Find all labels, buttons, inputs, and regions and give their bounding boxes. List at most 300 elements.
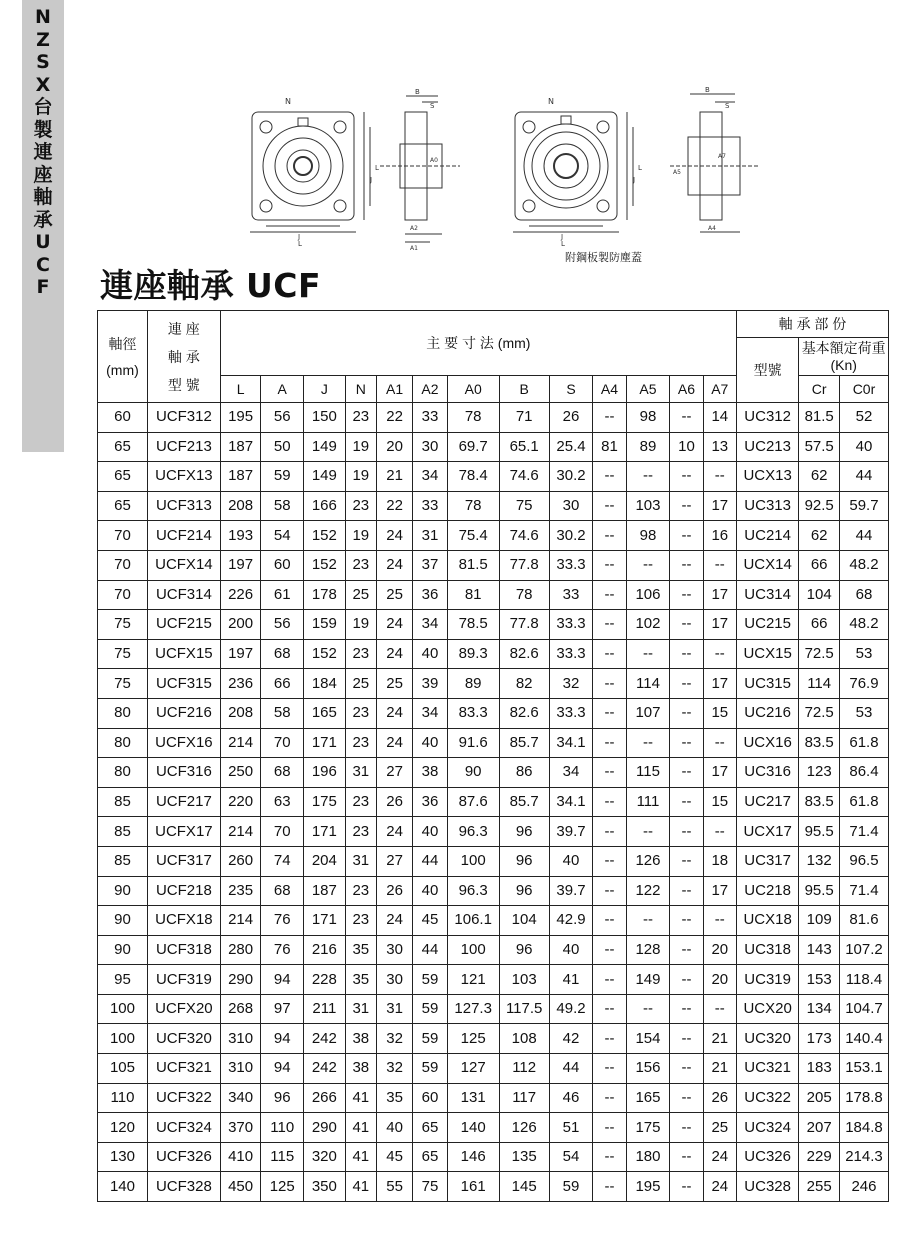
cell-a1: 30 (376, 965, 412, 995)
cell-unit-model: UCF216 (147, 698, 220, 728)
cell-bearing-model: UC320 (736, 1024, 798, 1054)
cell-l: 187 (220, 432, 261, 462)
cell-unit-model: UCF213 (147, 432, 220, 462)
cell-l: 197 (220, 639, 261, 669)
cell-a6: -- (670, 462, 703, 492)
cell-j: 178 (304, 580, 346, 610)
cell-a1: 31 (376, 994, 412, 1024)
cell-cr: 81.5 (799, 403, 840, 433)
cell-a6: -- (670, 1024, 703, 1054)
header-col-a2: A2 (413, 376, 447, 403)
cell-a4: -- (593, 1142, 626, 1172)
cell-s: 34.1 (549, 728, 593, 758)
cell-b: 71 (499, 403, 549, 433)
cell-a4: 81 (593, 432, 626, 462)
cell-a: 96 (261, 1083, 304, 1113)
cell-a7: 17 (703, 610, 736, 640)
cell-a6: -- (670, 965, 703, 995)
cell-a6: -- (670, 846, 703, 876)
cell-a7: -- (703, 639, 736, 669)
header-main-dims: 主 要 寸 法 (mm) (220, 311, 736, 376)
cell-a0: 125 (447, 1024, 499, 1054)
cell-bearing-model: UC318 (736, 935, 798, 965)
cell-b: 96 (499, 935, 549, 965)
cell-a5: -- (626, 462, 670, 492)
cell-s: 33.3 (549, 610, 593, 640)
cell-shaft-dia: 75 (98, 669, 148, 699)
cell-s: 39.7 (549, 817, 593, 847)
cell-cr: 72.5 (799, 639, 840, 669)
cell-cr: 114 (799, 669, 840, 699)
cell-a4: -- (593, 1054, 626, 1084)
table-row (98, 817, 889, 847)
table-row (98, 787, 889, 817)
cell-cr: 229 (799, 1142, 840, 1172)
cell-a: 115 (261, 1142, 304, 1172)
cell-bearing-model: UC315 (736, 669, 798, 699)
cell-l: 197 (220, 550, 261, 580)
cell-a: 110 (261, 1113, 304, 1143)
cell-shaft-dia: 80 (98, 698, 148, 728)
cell-b: 77.8 (499, 550, 549, 580)
cell-c0r: 86.4 (839, 758, 888, 788)
header-shaft-dia-a: 軸徑 (108, 335, 137, 352)
cell-l: 187 (220, 462, 261, 492)
cell-unit-model: UCFX17 (147, 817, 220, 847)
page-title: 連座軸承 UCF (100, 266, 322, 305)
cell-a7: 24 (703, 1142, 736, 1172)
cell-a7: 21 (703, 1024, 736, 1054)
cell-a6: -- (670, 639, 703, 669)
cell-unit-model: UCFX18 (147, 906, 220, 936)
cell-a2: 59 (413, 965, 447, 995)
cell-j: 171 (304, 728, 346, 758)
cell-a2: 38 (413, 758, 447, 788)
cell-b: 96 (499, 876, 549, 906)
cell-unit-model: UCF314 (147, 580, 220, 610)
cell-s: 42.9 (549, 906, 593, 936)
cell-a: 76 (261, 906, 304, 936)
cell-a7: 17 (703, 669, 736, 699)
cell-b: 117 (499, 1083, 549, 1113)
cell-n: 41 (345, 1142, 376, 1172)
cell-s: 32 (549, 669, 593, 699)
cell-a0: 87.6 (447, 787, 499, 817)
cell-cr: 183 (799, 1054, 840, 1084)
cell-a6: -- (670, 698, 703, 728)
cell-unit-model: UCFX15 (147, 639, 220, 669)
cell-a2: 34 (413, 698, 447, 728)
cell-a5: -- (626, 639, 670, 669)
cell-b: 74.6 (499, 521, 549, 551)
cell-l: 220 (220, 787, 261, 817)
cell-a2: 44 (413, 935, 447, 965)
cell-c0r: 96.5 (839, 846, 888, 876)
cell-b: 78 (499, 580, 549, 610)
cell-j: 150 (304, 403, 346, 433)
cell-a4: -- (593, 462, 626, 492)
front-view-2 (513, 112, 636, 232)
cell-a5: 103 (626, 491, 670, 521)
cell-l: 200 (220, 610, 261, 640)
cell-a: 74 (261, 846, 304, 876)
cell-a1: 21 (376, 462, 412, 492)
cell-a: 97 (261, 994, 304, 1024)
cell-s: 25.4 (549, 432, 593, 462)
cell-s: 33 (549, 580, 593, 610)
cell-cr: 173 (799, 1024, 840, 1054)
cell-j: 204 (304, 846, 346, 876)
table-row (98, 491, 889, 521)
cell-s: 33.3 (549, 639, 593, 669)
cell-a6: -- (670, 935, 703, 965)
cell-a2: 59 (413, 1024, 447, 1054)
cell-c0r: 52 (839, 403, 888, 433)
cell-a6: -- (670, 758, 703, 788)
cell-cr: 62 (799, 462, 840, 492)
cell-a7: -- (703, 906, 736, 936)
cell-a: 58 (261, 491, 304, 521)
cell-c0r: 44 (839, 521, 888, 551)
cell-s: 40 (549, 846, 593, 876)
bearing-drawings-svg (230, 82, 770, 272)
cell-a4: -- (593, 728, 626, 758)
cell-a7: 20 (703, 965, 736, 995)
cell-s: 40 (549, 935, 593, 965)
cell-l: 410 (220, 1142, 261, 1172)
cell-l: 214 (220, 728, 261, 758)
cell-a: 68 (261, 758, 304, 788)
cell-unit-model: UCF324 (147, 1113, 220, 1143)
cell-a: 125 (261, 1172, 304, 1202)
cell-a1: 22 (376, 403, 412, 433)
cell-n: 23 (345, 817, 376, 847)
spec-table-body (98, 403, 889, 1202)
technical-drawings (230, 82, 770, 272)
header-load-rating-a: 基本額定荷重 (801, 339, 886, 356)
cell-a1: 40 (376, 1113, 412, 1143)
cell-shaft-dia: 70 (98, 521, 148, 551)
cell-l: 310 (220, 1024, 261, 1054)
cell-a5: 180 (626, 1142, 670, 1172)
cell-a0: 91.6 (447, 728, 499, 758)
cell-a7: 24 (703, 1172, 736, 1202)
cell-a6: 10 (670, 432, 703, 462)
cell-bearing-model: UC314 (736, 580, 798, 610)
header-col-a5: A5 (626, 376, 670, 403)
cell-l: 340 (220, 1083, 261, 1113)
cell-n: 19 (345, 432, 376, 462)
cell-a4: -- (593, 935, 626, 965)
cell-l: 280 (220, 935, 261, 965)
cell-a5: 195 (626, 1172, 670, 1202)
header-col-c0r: C0r (839, 376, 888, 403)
cell-a: 70 (261, 817, 304, 847)
cell-bearing-model: UC321 (736, 1054, 798, 1084)
cell-j: 196 (304, 758, 346, 788)
cell-shaft-dia: 75 (98, 610, 148, 640)
cell-c0r: 178.8 (839, 1083, 888, 1113)
cell-a4: -- (593, 580, 626, 610)
cell-b: 82.6 (499, 639, 549, 669)
cell-a6: -- (670, 906, 703, 936)
cell-a0: 78.4 (447, 462, 499, 492)
cell-n: 41 (345, 1083, 376, 1113)
header-col-n: N (345, 376, 376, 403)
cell-a6: -- (670, 787, 703, 817)
cell-a5: -- (626, 906, 670, 936)
header-unit (147, 311, 220, 403)
label-l-2b: L (561, 240, 565, 248)
label-a5-2: A5 (673, 169, 681, 176)
cell-l: 268 (220, 994, 261, 1024)
label-a7-2: A7 (718, 153, 726, 160)
label-j-2b: J (561, 233, 564, 241)
cell-cr: 83.5 (799, 787, 840, 817)
cell-unit-model: UCF319 (147, 965, 220, 995)
cell-b: 135 (499, 1142, 549, 1172)
cell-s: 26 (549, 403, 593, 433)
cell-s: 41 (549, 965, 593, 995)
cell-a5: 102 (626, 610, 670, 640)
cell-bearing-model: UC322 (736, 1083, 798, 1113)
cell-a6: -- (670, 728, 703, 758)
cell-n: 23 (345, 787, 376, 817)
cell-a4: -- (593, 698, 626, 728)
cell-cr: 66 (799, 610, 840, 640)
cell-b: 75 (499, 491, 549, 521)
cell-unit-model: UCF326 (147, 1142, 220, 1172)
cell-bearing-model: UC328 (736, 1172, 798, 1202)
cell-bearing-model: UC213 (736, 432, 798, 462)
cell-j: 187 (304, 876, 346, 906)
cell-n: 31 (345, 758, 376, 788)
cell-b: 108 (499, 1024, 549, 1054)
cell-shaft-dia: 90 (98, 906, 148, 936)
cell-a5: -- (626, 817, 670, 847)
cell-n: 23 (345, 906, 376, 936)
table-row (98, 669, 889, 699)
cell-cr: 83.5 (799, 728, 840, 758)
cell-a: 56 (261, 403, 304, 433)
cell-j: 290 (304, 1113, 346, 1143)
cell-a4: -- (593, 1083, 626, 1113)
cell-a0: 96.3 (447, 817, 499, 847)
cell-n: 23 (345, 876, 376, 906)
cell-j: 175 (304, 787, 346, 817)
cell-j: 228 (304, 965, 346, 995)
cell-j: 216 (304, 935, 346, 965)
cell-j: 152 (304, 639, 346, 669)
cell-a1: 24 (376, 698, 412, 728)
cell-n: 35 (345, 935, 376, 965)
cell-j: 320 (304, 1142, 346, 1172)
cell-a0: 131 (447, 1083, 499, 1113)
cell-a4: -- (593, 876, 626, 906)
cell-a1: 24 (376, 550, 412, 580)
cell-a: 59 (261, 462, 304, 492)
cell-a: 56 (261, 610, 304, 640)
cell-j: 171 (304, 906, 346, 936)
cell-c0r: 104.7 (839, 994, 888, 1024)
cell-bearing-model: UCX20 (736, 994, 798, 1024)
cell-a1: 25 (376, 580, 412, 610)
cell-shaft-dia: 120 (98, 1113, 148, 1143)
cell-bearing-model: UC218 (736, 876, 798, 906)
cell-cr: 104 (799, 580, 840, 610)
cell-a4: -- (593, 669, 626, 699)
label-b-1: B (415, 88, 420, 96)
cell-a0: 89 (447, 669, 499, 699)
cell-n: 23 (345, 550, 376, 580)
cell-a0: 106.1 (447, 906, 499, 936)
cell-bearing-model: UC216 (736, 698, 798, 728)
cell-n: 25 (345, 669, 376, 699)
header-col-a6: A6 (670, 376, 703, 403)
header-col-a4: A4 (593, 376, 626, 403)
spec-table (97, 310, 889, 1202)
cell-a2: 33 (413, 403, 447, 433)
cell-cr: 132 (799, 846, 840, 876)
cell-a7: 18 (703, 846, 736, 876)
cell-a4: -- (593, 994, 626, 1024)
cell-a4: -- (593, 817, 626, 847)
cell-n: 23 (345, 728, 376, 758)
cell-a: 61 (261, 580, 304, 610)
cell-b: 85.7 (499, 728, 549, 758)
cell-a5: 156 (626, 1054, 670, 1084)
cell-a0: 121 (447, 965, 499, 995)
cell-a4: -- (593, 491, 626, 521)
cell-a2: 60 (413, 1083, 447, 1113)
cell-a2: 37 (413, 550, 447, 580)
table-row (98, 610, 889, 640)
cell-c0r: 246 (839, 1172, 888, 1202)
cell-shaft-dia: 85 (98, 846, 148, 876)
cell-bearing-model: UC313 (736, 491, 798, 521)
cell-b: 65.1 (499, 432, 549, 462)
cell-a7: -- (703, 817, 736, 847)
cell-shaft-dia: 65 (98, 432, 148, 462)
cell-cr: 134 (799, 994, 840, 1024)
label-j-1b: J (298, 233, 301, 241)
cell-l: 226 (220, 580, 261, 610)
cell-a2: 65 (413, 1142, 447, 1172)
cell-a6: -- (670, 1083, 703, 1113)
cell-b: 77.8 (499, 610, 549, 640)
cell-a2: 34 (413, 462, 447, 492)
cell-n: 19 (345, 521, 376, 551)
cell-n: 23 (345, 491, 376, 521)
table-row (98, 1113, 889, 1143)
cell-a2: 39 (413, 669, 447, 699)
cell-a7: -- (703, 462, 736, 492)
cell-n: 23 (345, 639, 376, 669)
cell-n: 23 (345, 698, 376, 728)
cell-unit-model: UCF320 (147, 1024, 220, 1054)
cell-a5: -- (626, 728, 670, 758)
cell-a1: 22 (376, 491, 412, 521)
cell-c0r: 184.8 (839, 1113, 888, 1143)
cell-bearing-model: UC319 (736, 965, 798, 995)
cell-c0r: 53 (839, 698, 888, 728)
cell-shaft-dia: 90 (98, 935, 148, 965)
cell-a7: 20 (703, 935, 736, 965)
cell-j: 266 (304, 1083, 346, 1113)
cell-n: 19 (345, 610, 376, 640)
cell-j: 171 (304, 817, 346, 847)
cell-a6: -- (670, 669, 703, 699)
cell-shaft-dia: 110 (98, 1083, 148, 1113)
cell-a2: 33 (413, 491, 447, 521)
cell-bearing-model: UC217 (736, 787, 798, 817)
cell-a5: 128 (626, 935, 670, 965)
cell-l: 250 (220, 758, 261, 788)
cell-unit-model: UCF214 (147, 521, 220, 551)
front-view-1 (250, 112, 373, 232)
label-a0-1: A0 (430, 157, 438, 164)
cell-a6: -- (670, 1113, 703, 1143)
cell-a1: 24 (376, 817, 412, 847)
cell-s: 33.3 (549, 550, 593, 580)
cell-a: 68 (261, 639, 304, 669)
cell-a0: 78 (447, 403, 499, 433)
table-row (98, 728, 889, 758)
cell-a7: 15 (703, 698, 736, 728)
cell-a5: 165 (626, 1083, 670, 1113)
cell-b: 96 (499, 817, 549, 847)
cell-unit-model: UCF316 (147, 758, 220, 788)
cell-b: 82 (499, 669, 549, 699)
header-load-rating (799, 338, 889, 376)
cell-c0r: 48.2 (839, 610, 888, 640)
cell-cr: 143 (799, 935, 840, 965)
cell-shaft-dia: 105 (98, 1054, 148, 1084)
cell-bearing-model: UC214 (736, 521, 798, 551)
cell-a: 54 (261, 521, 304, 551)
cell-n: 25 (345, 580, 376, 610)
cell-unit-model: UCF217 (147, 787, 220, 817)
cell-a2: 59 (413, 994, 447, 1024)
cell-a7: -- (703, 550, 736, 580)
side-view-1 (380, 96, 460, 242)
cell-c0r: 214.3 (839, 1142, 888, 1172)
cell-a5: 98 (626, 521, 670, 551)
cell-a0: 161 (447, 1172, 499, 1202)
cell-a: 76 (261, 935, 304, 965)
cell-a5: 106 (626, 580, 670, 610)
cell-shaft-dia: 140 (98, 1172, 148, 1202)
cell-a6: -- (670, 580, 703, 610)
cell-a0: 127.3 (447, 994, 499, 1024)
cell-a4: -- (593, 787, 626, 817)
cell-a: 63 (261, 787, 304, 817)
cell-a1: 32 (376, 1024, 412, 1054)
table-row (98, 403, 889, 433)
cell-unit-model: UCF328 (147, 1172, 220, 1202)
cell-s: 42 (549, 1024, 593, 1054)
cell-a7: 13 (703, 432, 736, 462)
cell-a7: 16 (703, 521, 736, 551)
cell-shaft-dia: 85 (98, 817, 148, 847)
cell-a2: 31 (413, 521, 447, 551)
cell-a5: 107 (626, 698, 670, 728)
cell-c0r: 71.4 (839, 817, 888, 847)
cell-bearing-model: UCX17 (736, 817, 798, 847)
cell-cr: 205 (799, 1083, 840, 1113)
cell-a0: 83.3 (447, 698, 499, 728)
cell-a6: -- (670, 1172, 703, 1202)
